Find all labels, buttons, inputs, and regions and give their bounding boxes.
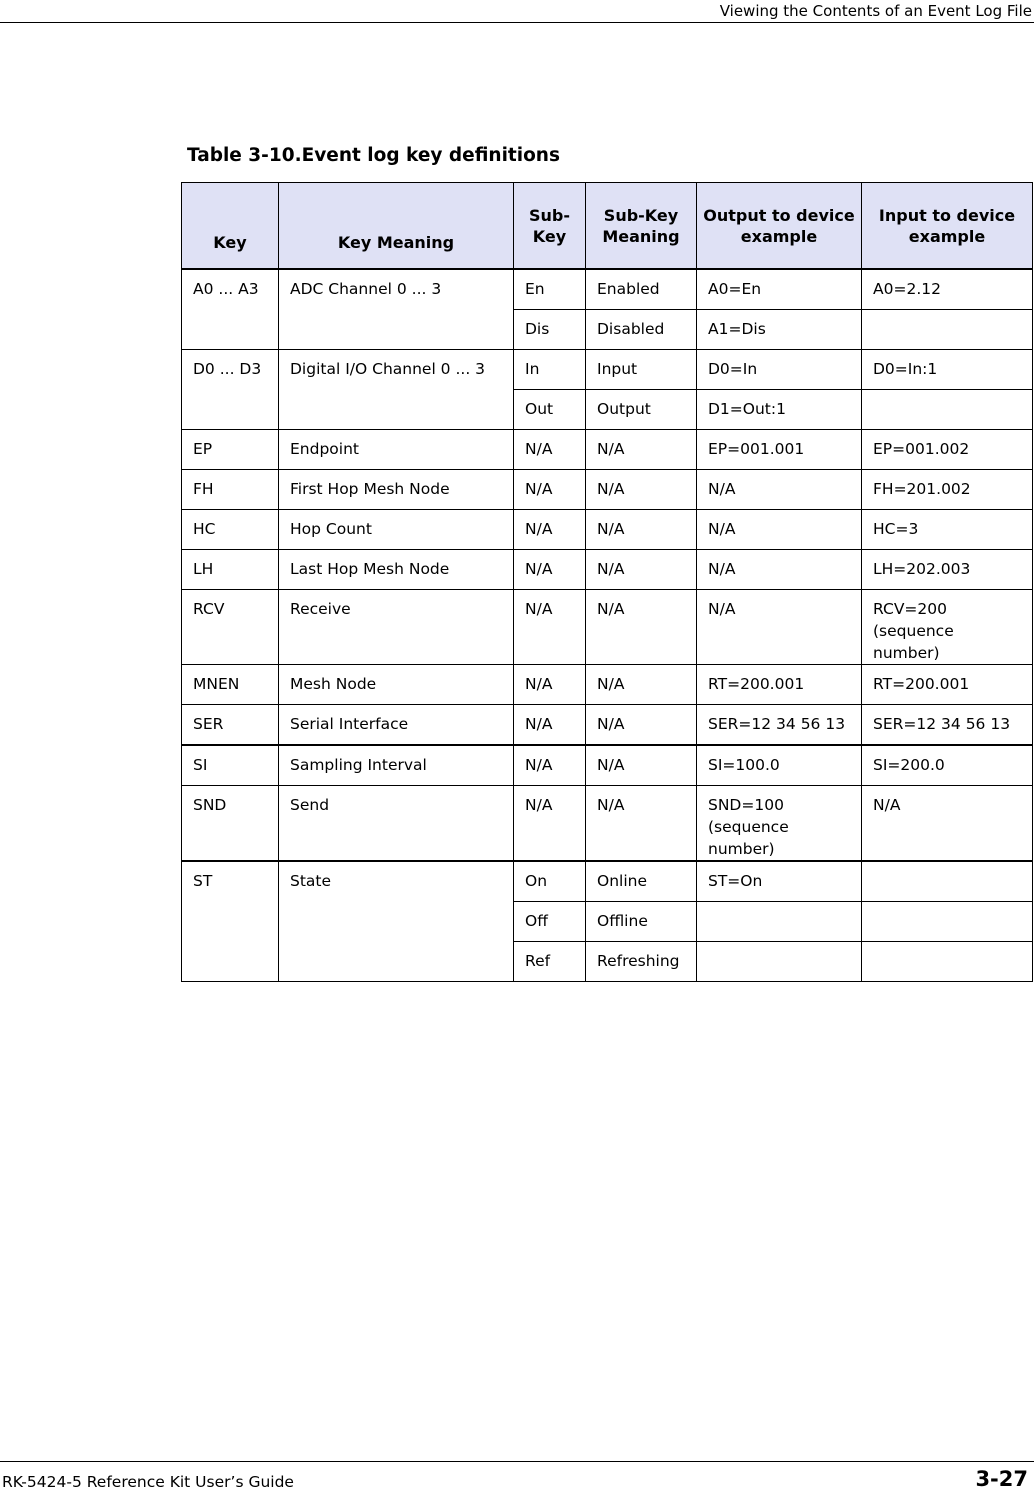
cell-sub-key: N/A <box>514 665 586 705</box>
table-row <box>182 665 1033 705</box>
cell-input-example: RT=200.001 <box>862 665 1033 705</box>
table-row <box>182 470 1033 510</box>
page-number: 3-27 <box>975 1467 1028 1491</box>
table-row <box>182 861 1033 902</box>
cell-sub-key: N/A <box>514 470 586 510</box>
table-header-row <box>182 183 1033 270</box>
cell-sub-key: N/A <box>514 705 586 746</box>
column-header-input-example: Input to device example <box>862 183 1033 270</box>
column-header-output-example: Output to device example <box>697 183 862 270</box>
cell-output-example: N/A <box>697 590 862 665</box>
cell-key: SER <box>182 705 279 746</box>
cell-sub-key: N/A <box>514 745 586 786</box>
cell-key: SND <box>182 786 279 862</box>
cell-input-example: EP=001.002 <box>862 430 1033 470</box>
cell-sub-key-meaning: N/A <box>586 745 697 786</box>
cell-key-meaning: First Hop Mesh Node <box>279 470 514 510</box>
cell-sub-key-meaning: Input <box>586 350 697 390</box>
cell-key: SI <box>182 745 279 786</box>
cell-key: EP <box>182 430 279 470</box>
cell-key-meaning: State <box>279 861 514 982</box>
cell-output-example: N/A <box>697 510 862 550</box>
cell-key-meaning: Hop Count <box>279 510 514 550</box>
cell-input-example: SER=12 34 56 13 <box>862 705 1033 746</box>
cell-sub-key-meaning: Enabled <box>586 269 697 310</box>
cell-sub-key-meaning: Offline <box>586 902 697 942</box>
cell-output-example: A1=Dis <box>697 310 862 350</box>
cell-output-example: SER=12 34 56 13 <box>697 705 862 746</box>
table-row <box>182 786 1033 862</box>
cell-sub-key-meaning: Output <box>586 390 697 430</box>
column-header-key-meaning: Key Meaning <box>279 183 514 270</box>
cell-key-meaning: Serial Interface <box>279 705 514 746</box>
running-header: Viewing the Contents of an Event Log File <box>719 2 1032 20</box>
cell-sub-key-meaning: N/A <box>586 786 697 862</box>
cell-input-example <box>862 861 1033 902</box>
cell-key-meaning: Sampling Interval <box>279 745 514 786</box>
column-header-key: Key <box>182 183 279 270</box>
column-header-sub-key: Sub-Key <box>514 183 586 270</box>
cell-input-example: HC=3 <box>862 510 1033 550</box>
cell-key: HC <box>182 510 279 550</box>
cell-key-meaning: ADC Channel 0 ... 3 <box>279 269 514 350</box>
cell-key: MNEN <box>182 665 279 705</box>
cell-output-example <box>697 902 862 942</box>
cell-sub-key: N/A <box>514 510 586 550</box>
cell-sub-key-meaning: N/A <box>586 665 697 705</box>
cell-output-example: ST=On <box>697 861 862 902</box>
cell-input-example: SI=200.0 <box>862 745 1033 786</box>
cell-key: FH <box>182 470 279 510</box>
cell-key-meaning: Digital I/O Channel 0 ... 3 <box>279 350 514 430</box>
cell-sub-key-meaning: N/A <box>586 430 697 470</box>
cell-sub-key-meaning: N/A <box>586 590 697 665</box>
cell-key: ST <box>182 861 279 982</box>
cell-key-meaning: Mesh Node <box>279 665 514 705</box>
table-row <box>182 430 1033 470</box>
cell-output-example: A0=En <box>697 269 862 310</box>
table-caption: Table 3-10.Event log key definitions <box>187 145 560 166</box>
table-row <box>182 745 1033 786</box>
cell-input-example <box>862 310 1033 350</box>
cell-sub-key: N/A <box>514 786 586 862</box>
cell-sub-key-meaning: N/A <box>586 550 697 590</box>
table-row <box>182 590 1033 665</box>
cell-input-example <box>862 942 1033 982</box>
cell-key: LH <box>182 550 279 590</box>
cell-sub-key: N/A <box>514 590 586 665</box>
cell-key-meaning: Endpoint <box>279 430 514 470</box>
cell-input-example: N/A <box>862 786 1033 862</box>
cell-input-example: D0=In:1 <box>862 350 1033 390</box>
cell-key: D0 ... D3 <box>182 350 279 430</box>
cell-output-example: RT=200.001 <box>697 665 862 705</box>
table-row <box>182 350 1033 390</box>
cell-input-example: A0=2.12 <box>862 269 1033 310</box>
cell-sub-key: Dis <box>514 310 586 350</box>
cell-input-example <box>862 902 1033 942</box>
cell-output-example: D1=Out:1 <box>697 390 862 430</box>
table-row <box>182 705 1033 746</box>
cell-sub-key-meaning: Refreshing <box>586 942 697 982</box>
cell-key-meaning: Receive <box>279 590 514 665</box>
cell-output-example <box>697 942 862 982</box>
cell-sub-key-meaning: Disabled <box>586 310 697 350</box>
cell-sub-key: In <box>514 350 586 390</box>
footer-rule <box>0 1461 1034 1462</box>
cell-input-example: FH=201.002 <box>862 470 1033 510</box>
cell-sub-key: On <box>514 861 586 902</box>
cell-sub-key-meaning: N/A <box>586 705 697 746</box>
cell-input-example: RCV=200 (sequence number) <box>862 590 1033 665</box>
cell-output-example: EP=001.001 <box>697 430 862 470</box>
cell-sub-key: Off <box>514 902 586 942</box>
cell-output-example: SND=100 (sequence number) <box>697 786 862 862</box>
cell-sub-key: En <box>514 269 586 310</box>
cell-sub-key-meaning: Online <box>586 861 697 902</box>
header-rule <box>0 22 1034 23</box>
cell-input-example <box>862 390 1033 430</box>
cell-key-meaning: Send <box>279 786 514 862</box>
table-row <box>182 550 1033 590</box>
cell-sub-key: N/A <box>514 430 586 470</box>
cell-sub-key-meaning: N/A <box>586 470 697 510</box>
cell-key: A0 ... A3 <box>182 269 279 350</box>
column-header-sub-key-meaning: Sub-Key Meaning <box>586 183 697 270</box>
cell-output-example: N/A <box>697 470 862 510</box>
table-row <box>182 269 1033 310</box>
cell-sub-key: N/A <box>514 550 586 590</box>
cell-output-example: D0=In <box>697 350 862 390</box>
cell-key: RCV <box>182 590 279 665</box>
cell-sub-key: Ref <box>514 942 586 982</box>
table-row <box>182 510 1033 550</box>
footer-guide-title: RK-5424-5 Reference Kit User’s Guide <box>2 1473 294 1491</box>
cell-input-example: LH=202.003 <box>862 550 1033 590</box>
cell-key-meaning: Last Hop Mesh Node <box>279 550 514 590</box>
event-log-key-table <box>181 182 1033 982</box>
cell-output-example: N/A <box>697 550 862 590</box>
cell-output-example: SI=100.0 <box>697 745 862 786</box>
cell-sub-key-meaning: N/A <box>586 510 697 550</box>
cell-sub-key: Out <box>514 390 586 430</box>
